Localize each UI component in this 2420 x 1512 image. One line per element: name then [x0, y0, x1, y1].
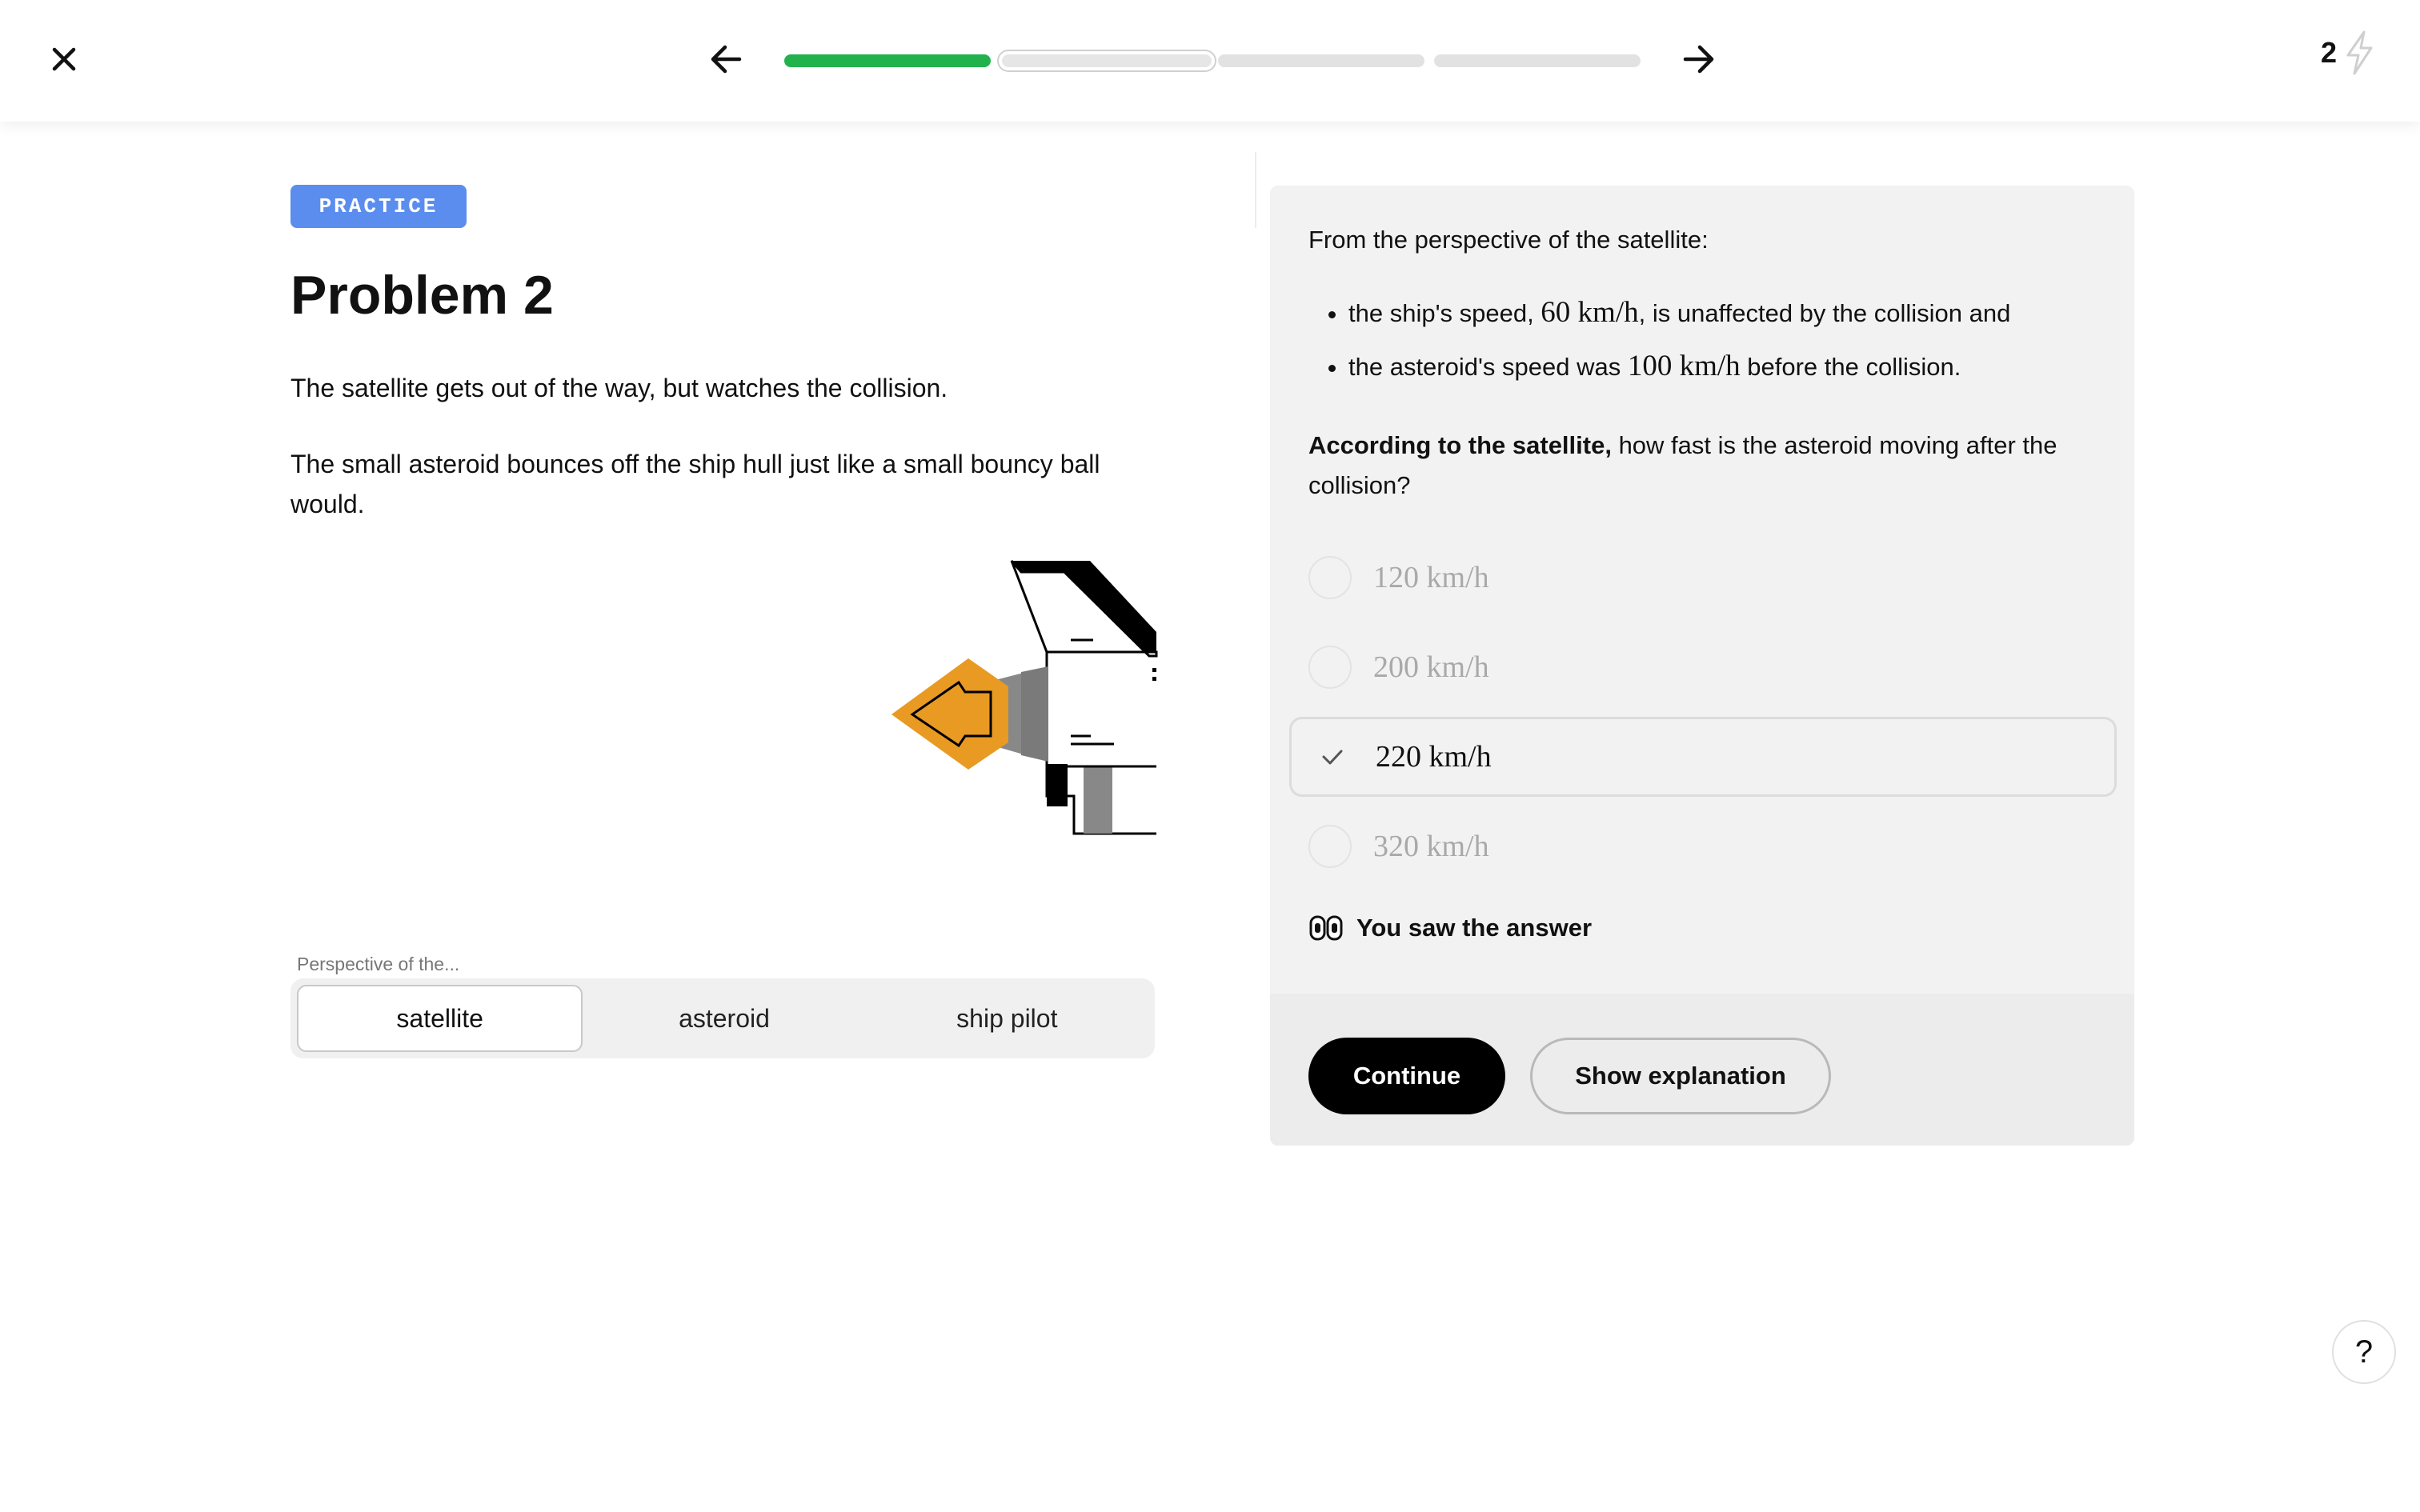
lightning-bolt-icon [2343, 30, 2375, 76]
perspective-option-satellite[interactable]: satellite [297, 985, 583, 1052]
asteroid-speed-value: 100 km/h [1627, 350, 1741, 382]
given-facts-list [1308, 286, 2133, 394]
perspective-selector [290, 978, 1155, 1058]
streak-counter[interactable] [2321, 29, 2375, 77]
top-bar [0, 0, 2420, 122]
show-explanation-button[interactable]: Show explanation [1530, 1038, 1831, 1114]
problem-title: Problem 2 [290, 265, 554, 326]
progress-bar [784, 51, 1642, 70]
answer-option-3[interactable] [1289, 717, 2117, 797]
fact-ship-speed-text: the ship's speed, [1348, 299, 1541, 327]
answer-option-2[interactable] [1289, 627, 2117, 707]
ship-hull [996, 561, 1156, 834]
answer-option-1[interactable] [1289, 538, 2117, 618]
progress-segment-4[interactable] [1434, 54, 1641, 67]
perspective-label: Perspective of the... [297, 954, 460, 974]
answer-option-label: 200 km/h [1373, 650, 1489, 684]
fact-asteroid-speed-text: the asteroid's speed was [1348, 353, 1628, 381]
saw-answer-notice [1308, 912, 1592, 944]
problem-text-1: The satellite gets out of the way, but watches the collision. [290, 374, 948, 402]
progress-segment-3[interactable] [1218, 54, 1424, 67]
answer-option-label: 120 km/h [1373, 561, 1489, 594]
question-text [1308, 426, 2101, 506]
continue-button[interactable]: Continue [1308, 1038, 1505, 1114]
help-button[interactable]: ? [2332, 1320, 2396, 1384]
streak-count: 2 [2320, 36, 2337, 69]
panel-intro: From the perspective of the satellite: [1308, 226, 1709, 254]
radio-button[interactable] [1308, 556, 1352, 599]
question-panel [1270, 186, 2134, 1146]
radio-button[interactable] [1308, 646, 1352, 689]
problem-text-2: The small asteroid bounces off the ship hull just like a small bouncy ball would. [290, 450, 1100, 518]
answer-options [1289, 538, 2117, 896]
checkmark-icon [1320, 744, 1345, 770]
radio-button[interactable] [1311, 735, 1354, 778]
next-button[interactable] [1676, 37, 1721, 82]
fact-asteroid-speed [1348, 340, 2133, 394]
progress-segment-2[interactable] [999, 51, 1215, 70]
panel-footer [1270, 994, 2134, 1146]
previous-button[interactable] [704, 37, 749, 82]
question-area [1270, 186, 2134, 994]
perspective-option-asteroid[interactable]: asteroid [679, 1003, 770, 1033]
close-icon [45, 40, 83, 78]
arrow-right-icon [1676, 37, 1721, 82]
practice-badge: PRACTICE [290, 185, 467, 228]
question-emphasis: According to the satellite, [1308, 431, 1612, 459]
ship-speed-value: 60 km/h [1541, 296, 1639, 329]
asteroid-shape [891, 658, 1008, 770]
answer-option-4[interactable] [1289, 806, 2117, 886]
column-divider [1255, 152, 1256, 228]
fact-ship-speed [1348, 286, 2133, 340]
collision-illustration [880, 552, 1160, 848]
radio-button[interactable] [1308, 825, 1352, 868]
progress-segment-1[interactable] [784, 54, 991, 67]
saw-answer-text: You saw the answer [1356, 914, 1593, 942]
arrow-left-icon [704, 37, 749, 82]
answer-option-label: 320 km/h [1373, 830, 1489, 863]
close-button[interactable] [45, 40, 83, 78]
fact-asteroid-speed-tail: before the collision. [1740, 353, 1961, 381]
answer-option-label: 220 km/h [1376, 740, 1492, 774]
fact-ship-speed-tail: , is unaffected by the collision and [1638, 299, 2011, 327]
perspective-option-ship-pilot[interactable]: ship pilot [956, 1003, 1058, 1033]
question-body: how fast is the asteroid moving after the collision? [1308, 431, 2057, 499]
eyes-icon [1308, 912, 1344, 944]
